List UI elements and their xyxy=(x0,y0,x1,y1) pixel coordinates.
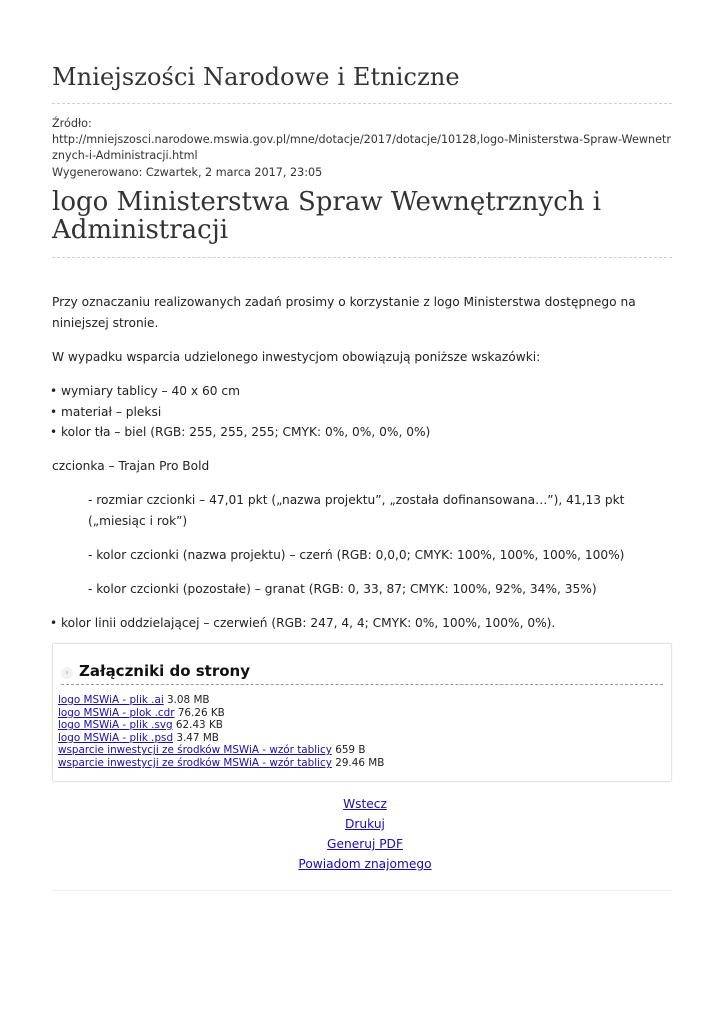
list-item: • kolor tła – biel (RGB: 255, 255, 255; CMYK: 0%, 0%, 0%, 0%) xyxy=(52,422,672,443)
print-link[interactable]: Drukuj xyxy=(345,817,385,831)
guidelines-list xyxy=(52,381,672,443)
attachment-size: 659 B xyxy=(335,744,366,757)
article-title: logo Ministerstwa Spraw Wewnętrznych i Administracji xyxy=(52,187,602,245)
attachments-heading xyxy=(61,662,250,680)
source-meta xyxy=(52,116,672,181)
source-label: Źródło: xyxy=(52,117,92,130)
attachment-link[interactable]: logo MSWiA - plik .svg xyxy=(58,719,173,732)
attachment-size: 3.47 MB xyxy=(176,731,219,744)
attachments-box xyxy=(52,643,672,782)
divider xyxy=(52,257,672,258)
divider xyxy=(52,103,672,104)
attachment-row xyxy=(58,732,384,745)
list-item: • wymiary tablicy – 40 x 60 cm xyxy=(52,381,672,402)
attachments-list xyxy=(58,694,384,770)
divider xyxy=(52,890,672,891)
attachment-row xyxy=(58,757,384,770)
attachments-heading-text: Załączniki do strony xyxy=(79,662,250,680)
chevron-right-icon: › xyxy=(61,667,73,679)
site-title: Mniejszości Narodowe i Etniczne xyxy=(52,63,460,91)
font-color-paragraph: - kolor czcionki (nazwa projektu) – czerń (RGB: 0,0,0; CMYK: 100%, 100%, 100%, 100%) xyxy=(88,547,625,562)
attachment-size: 76.26 KB xyxy=(177,706,225,719)
attachment-row xyxy=(58,694,384,707)
notify-friend-link[interactable]: Powiadom znajomego xyxy=(298,857,432,871)
attachment-link[interactable]: logo MSWiA - plok .cdr xyxy=(58,706,175,719)
list-item: • kolor linii oddzielającej – czerwień (RGB: 247, 4, 4; CMYK: 0%, 100%, 100%, 0%). xyxy=(52,613,672,634)
attachment-link[interactable]: wsparcie inwestycji ze środków MSWiA - wzór tablicy xyxy=(58,744,332,757)
font-color-other-paragraph: - kolor czcionki (pozostałe) – granat (RGB: 0, 33, 87; CMYK: 100%, 92%, 34%, 35%) xyxy=(88,581,597,596)
attachment-size: 3.08 MB xyxy=(167,694,210,706)
generate-pdf-link[interactable]: Generuj PDF xyxy=(327,837,403,851)
back-link[interactable]: Wstecz xyxy=(343,797,387,811)
guidelines-intro: W wypadku wsparcia udzielonego inwestycjom obowiązują poniższe wskazówki: xyxy=(52,350,541,364)
guidelines-list-end xyxy=(52,613,672,634)
article-body xyxy=(52,292,672,633)
font-size-paragraph: - rozmiar czcionki – 47,01 pkt („nazwa projektu”, „została dofinansowana…”), 41,13 pkt („miesiąc i rok”) xyxy=(88,492,625,528)
attachment-link[interactable]: logo MSWiA - plik .ai xyxy=(58,694,164,706)
generated-date: Wygenerowano: Czwartek, 2 marca 2017, 23:05 xyxy=(52,165,323,179)
footer-links xyxy=(52,794,678,874)
attachment-row xyxy=(58,719,384,732)
divider xyxy=(61,684,663,685)
intro-paragraph: Przy oznaczaniu realizowanych zadań prosimy o korzystanie z logo Ministerstwa dostępnego na niniejszej stronie. xyxy=(52,295,636,330)
attachment-row xyxy=(58,744,384,757)
attachment-size: 29.46 MB xyxy=(335,756,385,769)
list-item: • materiał – pleksi xyxy=(52,402,672,423)
source-url: http://mniejszosci.narodowe.mswia.gov.pl/mne/dotacje/2017/dotacje/10128,logo-Ministerstwa-Spraw-Wewnetrznych-i-Administracji.html xyxy=(52,133,671,163)
font-paragraph: czcionka – Trajan Pro Bold xyxy=(52,458,210,473)
attachment-row xyxy=(58,707,384,720)
attachment-link[interactable]: wsparcie inwestycji ze środków MSWiA - wzór tablicy xyxy=(58,756,332,769)
attachment-link[interactable]: logo MSWiA - plik .psd xyxy=(58,731,174,744)
attachment-size: 62.43 KB xyxy=(175,719,223,732)
